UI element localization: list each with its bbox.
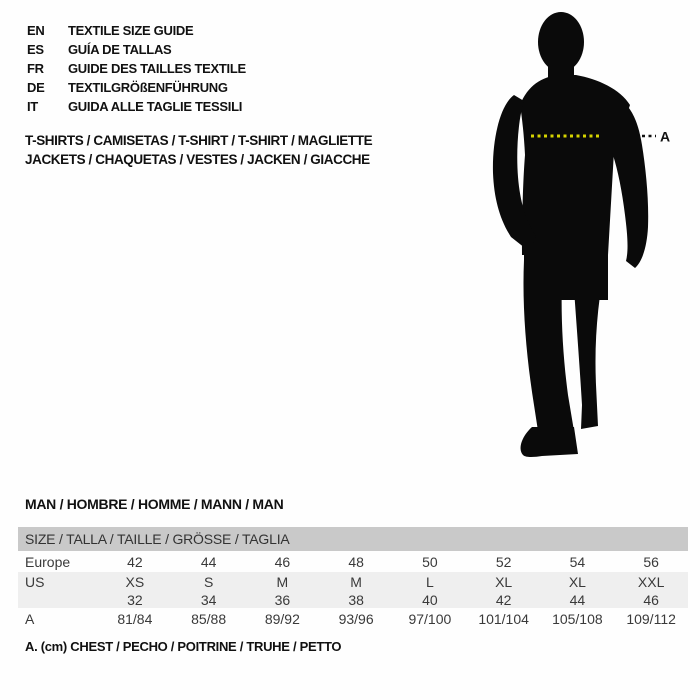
size-cell: 97/100 (408, 611, 452, 627)
category-line-jackets: JACKETS / CHAQUETAS / VESTES / JACKEN / GIACCHE (25, 152, 370, 167)
section-title-man: MAN / HOMBRE / HOMME / MANN / MAN (25, 496, 284, 512)
size-cell: XL (495, 573, 513, 590)
size-cell: 93/96 (338, 611, 374, 627)
man-silhouette (480, 5, 680, 460)
size-cell: 85/88 (191, 611, 227, 627)
size-cell: XL (568, 573, 586, 590)
silhouette-shapes (493, 12, 648, 457)
size-cell: XS (125, 573, 145, 590)
size-table (18, 527, 688, 630)
size-cell: 38 (348, 591, 364, 608)
table-row-numeric (18, 591, 688, 608)
size-cell: M (350, 573, 362, 590)
size-cell: 81/84 (117, 611, 153, 627)
size-cell: 34 (200, 591, 217, 608)
language-title: TEXTILGRÖßENFÜHRUNG (68, 80, 228, 95)
table-row-us (18, 572, 688, 591)
size-cell: 56 (643, 553, 659, 570)
language-title: GUIDA ALLE TAGLIE TESSILI (68, 99, 243, 114)
language-list (27, 21, 246, 116)
language-row (27, 78, 246, 97)
size-cell: 48 (348, 553, 364, 570)
language-title: GUÍA DE TALLAS (68, 42, 172, 57)
category-line-tshirts: T-SHIRTS / CAMISETAS / T-SHIRT / T-SHIRT / MAGLIETTE (25, 133, 373, 148)
size-cell: 52 (495, 553, 512, 570)
size-cell: 36 (274, 591, 291, 608)
size-cell: 44 (569, 591, 586, 608)
size-cell: 42 (495, 591, 512, 608)
language-row (27, 59, 246, 78)
footnote-chest: A. (cm) CHEST / PECHO / POITRINE / TRUHE / PETTO (25, 639, 342, 654)
row-label: A (25, 611, 35, 627)
table-row-europe (18, 551, 688, 572)
language-row (27, 21, 246, 40)
size-cell: 46 (274, 553, 291, 570)
size-cell: L (425, 573, 434, 590)
language-code: ES (27, 42, 44, 57)
language-code: DE (27, 80, 45, 95)
size-cell: 42 (127, 553, 143, 570)
garment-categories (25, 131, 372, 169)
size-cell: 40 (422, 591, 438, 608)
size-cell: S (203, 573, 214, 590)
row-label: Europe (25, 553, 71, 570)
size-cell: 54 (569, 553, 586, 570)
size-cell: M (276, 573, 289, 590)
size-cell: 50 (422, 553, 438, 570)
language-code: FR (27, 61, 44, 76)
size-cell: 89/92 (264, 611, 300, 627)
size-cell: XXL (637, 573, 665, 590)
size-table-header: SIZE / TALLA / TAILLE / GRÖSSE / TAGLIA (18, 527, 688, 551)
table-row-chest (18, 608, 688, 630)
measure-callout-label: A (660, 128, 671, 145)
language-title: GUIDE DES TAILLES TEXTILE (68, 61, 246, 76)
language-row (27, 40, 246, 59)
size-cell: 109/112 (626, 611, 676, 627)
size-cell: 44 (200, 553, 217, 570)
language-code: IT (27, 99, 38, 114)
size-cell: 46 (643, 591, 659, 608)
row-label: US (25, 573, 45, 590)
size-cell: 105/108 (552, 611, 603, 627)
size-cell: 32 (127, 591, 143, 608)
language-code: EN (27, 23, 45, 38)
size-cell: 101/104 (478, 611, 529, 627)
language-title: TEXTILE SIZE GUIDE (68, 23, 194, 38)
language-row (27, 97, 246, 116)
